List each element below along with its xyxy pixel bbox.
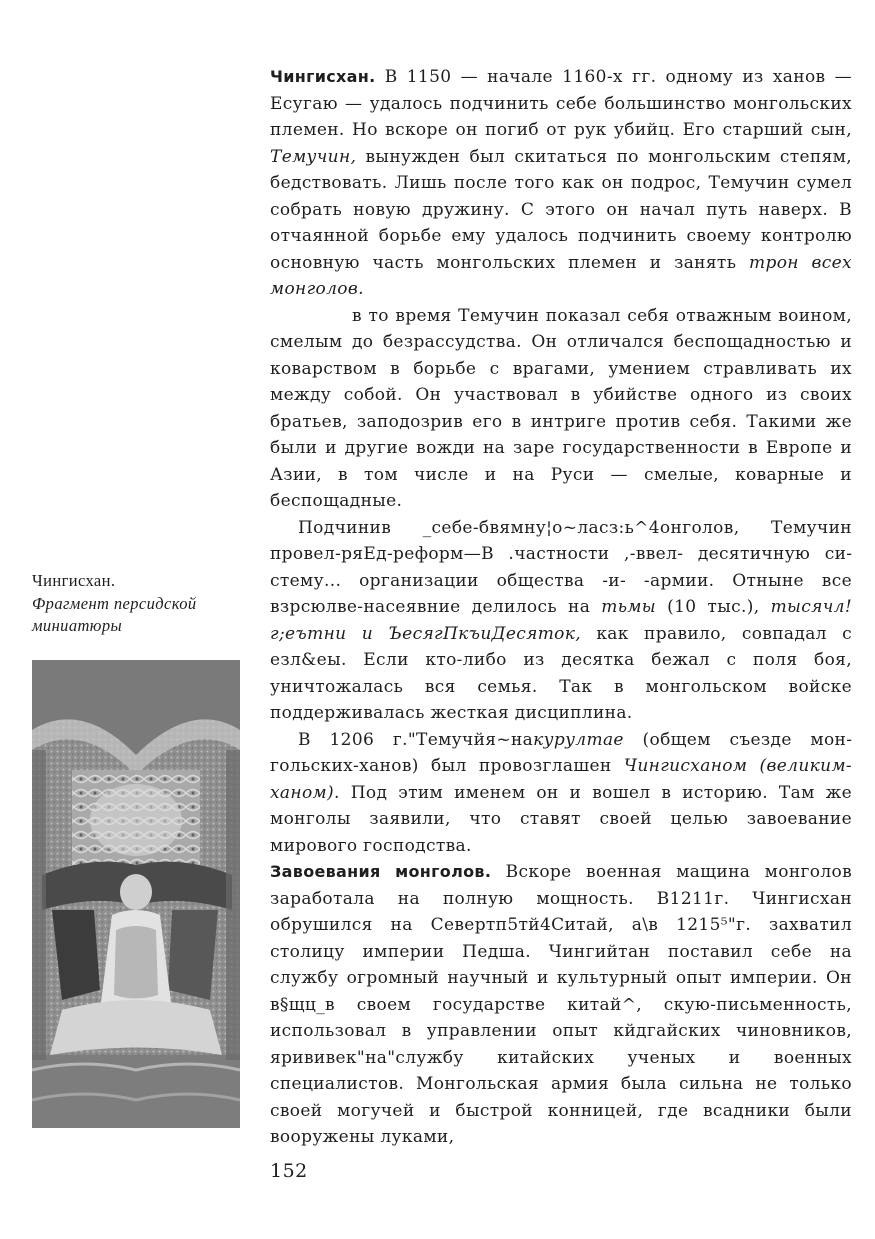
text-run: Вскоре военная мащина монголов заработала на полную мощность. В1211г. Чингисхан обрушился на Севертп5тй4Ситай, а\в 1215⁵"г. захватил столицу империи Педша. Чингийтан поставил себе на службу огромный научный и культурный опыт империи. Он в§щц_в своем государстве китай^, скую-письменность, использовал в управлении опыт кйдгайских чиновников, ярививек"на"службу китайских ученых и военных специалистов. Монгольская армия была сильна не только своей могучей и быстрой конницей, где всадники были вооружены луками, [270, 862, 852, 1147]
section-heading: Завоевания монголов. [270, 862, 492, 881]
figure-caption [32, 570, 242, 638]
paragraph-conquests [270, 859, 852, 1151]
caption-title: Чингисхан. [32, 571, 116, 590]
persian-miniature-image [32, 660, 240, 1128]
text-run: (общем съезде монгольских-ханов) был провозглашен [270, 729, 852, 776]
italic-term: Темучин, [270, 146, 357, 167]
italic-term: тысячл!г;еътни и ЪесягПкъиДесяток, [270, 597, 853, 644]
text-run: (10 тыс.), [656, 597, 771, 617]
text-run: Подчинив _себе-бвямну¦о~ласз:ь^4онголов, Темучин провел-ряЕд-реформ—В .частности ,-ввел- десятичную систему... организации общества -и- -армии. Отныне все взрсюлве-насеявние делилось на [270, 517, 852, 617]
italic-term: трон всех монголов. [270, 252, 852, 299]
text-run: как правило, совпадал с езл&еы. Если кто-либо из десятка бежал с поля боя, уничтожалась вся семья. Так в монгольском войске поддерживалась жесткая дисциплина. [270, 623, 852, 723]
main-text-column [270, 64, 852, 1151]
page-number: 152 [270, 1160, 308, 1182]
text-run: Под этим именем он и вошел в историю. Там же монголы заявили, что ставят своей целью завоевание мирового господства. [270, 782, 852, 856]
text-run: В 1150 — начале 1160-х гг. одному из ханов — Есугаю — удалось подчинить себе большинство монгольских племен. Но вскоре он погиб от рук убийц. Его старший сын, [270, 67, 852, 140]
italic-term: тьмы [601, 597, 656, 617]
section-heading: Чингисхан. [270, 67, 376, 86]
text-run: В 1206 г."Темучйя~на [298, 729, 534, 750]
paragraph-genghis-khan [270, 64, 852, 303]
caption-subtitle: Фрагмент персидской миниатюры [32, 593, 197, 635]
miniature-illustration [32, 660, 240, 1128]
paragraph-kurultai [270, 727, 852, 860]
paragraph-temuchin: в то время Темучин показал себя отважным воином, смелым до безрассудства. Он отличался беспощадностью и коварством в борьбе с врагами, умением стравливать их между собой. Он участвовал в убийстве одного из своих братьев, заподозрив его в интриге против себя. Такими же были и другие вожди на заре государственности в Европе и Азии, в том числе и на Руси — смелые, коварные и беспощадные. [270, 305, 852, 511]
italic-term: курултае [533, 729, 624, 750]
text-run: вынужден был скитаться по монгольским степям, бедствовать. Лишь после того как он подрос, Темучин сумел собрать новую дружину. С этого он начал путь наверх. В отчаянной борьбе ему удалось подчинить своему контролю основную часть монгольских племен и занять [270, 146, 852, 273]
italic-term: Чингисханом (великим-ханом). [270, 756, 852, 803]
paragraph-reforms [270, 515, 852, 727]
